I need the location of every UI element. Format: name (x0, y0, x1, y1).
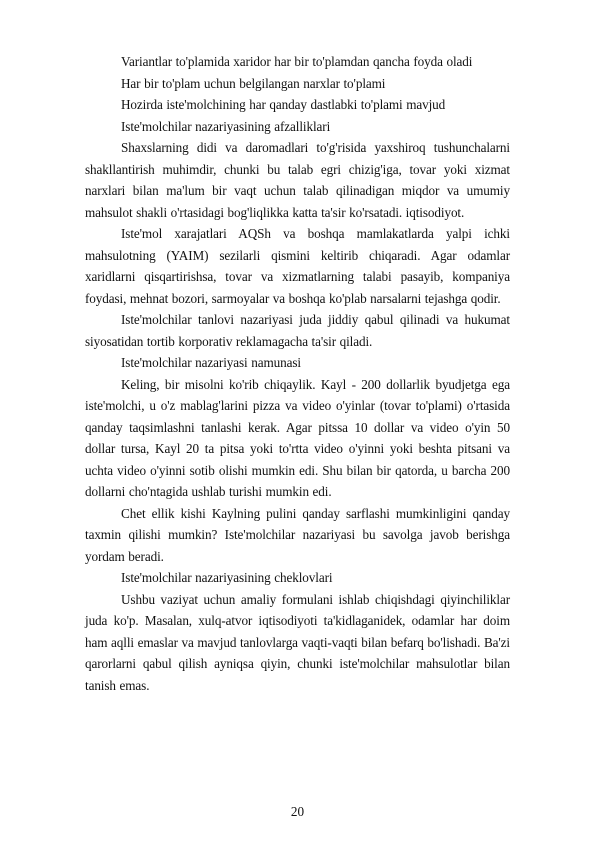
body-paragraph: Iste'molchilar tanlovi nazariyasi juda jiddiy qabul qilinadi va hukumat siyosatidan tortib korporativ reklamagacha ta'sir qiladi. (85, 312, 510, 349)
section-heading-advantages: Iste'molchilar nazariyasining afzalliklari (121, 118, 331, 134)
body-paragraph: Ushbu vaziyat uchun amaliy formulani ishlab chiqishdagi qiyinchiliklar juda ko'p. Masalan, xulq-atvor iqtisodiyoti ta'kidlaganidek, odamlar har doim ham aqlli emaslar va mavjud tanlovlarga vaqti-vaqti bilan befarq bo'lishadi. Ba'zi qarorlarni qabul qilish ayniqsa qiyin, chunki iste'molchilar mahsulotlar bilan tanish emas. (85, 591, 510, 693)
list-item-initial-bundle: Hozirda iste'molchining har qanday dastlabki to'plami mavjud (121, 97, 446, 112)
body-paragraph: Keling, bir misolni ko'rib chiqaylik. Kayl - 200 dollarlik byudjetga ega iste'molchi, u o'z mablag'larini pizza va video o'yinlar (tovar to'plami) o'rtasida qanday taqsimlashni tanlashi kerak. Agar pitssa 10 dollar va video o'yin 50 dollar tursa, Kayl 20 ta pitsa yoki to'rtta video o'yinni yoki beshta pitsani va uchta video o'yinni sotib olishi mumkin edi. Shu bilan bir qatorda, u barcha 200 dollarni cho'ntagida ushlab turishi mumkin edi. (85, 376, 510, 499)
section-heading-example: Iste'molchilar nazariyasi namunasi (121, 355, 301, 370)
list-item-prices: Har bir to'plam uchun belgilangan narxlar to'plami (121, 75, 386, 91)
body-paragraph: Shaxslarning didi va daromadlari to'g'risida yaxshiroq tushunchalarni shakllantirish muhimdir, chunki bu talab egri chizig'iga, tovar yoki xizmat narxlari bilan ma'lum bir vaqt uchun talab qilinadigan miqdor va umumiy mahsulot shakli o'rtasidagi bog'liqlikka katta ta'sir ko'rsatadi. iqtisodiyot. (85, 140, 510, 220)
document-page (85, 51, 510, 696)
list-item-variants: Variantlar to'plamida xaridor har bir to'plamdan qancha foyda oladi (121, 54, 473, 69)
section-heading-limitations: Iste'molchilar nazariyasining cheklovlari (121, 570, 333, 585)
body-paragraph: Chet ellik kishi Kaylning pulini qanday sarflashi mumkinligini qanday taxmin qilishi mumkin? Iste'molchilar nazariyasi bu savolga javob berishga yordam beradi. (85, 505, 510, 564)
body-paragraph: Iste'mol xarajatlari AQSh va boshqa mamlakatlarda yalpi ichki mahsulotning (YAIM) sezilarli qismini keltirib chiqaradi. Agar odamlar xaridlarni qisqartirishsa, tovar va xizmatlarning talabi pasayib, kompaniya foydasi, mehnat bozori, sarmoyalar va boshqa ko'plab narsalarni tejashga qodir. (85, 226, 510, 306)
page-number: 20 (290, 804, 305, 819)
